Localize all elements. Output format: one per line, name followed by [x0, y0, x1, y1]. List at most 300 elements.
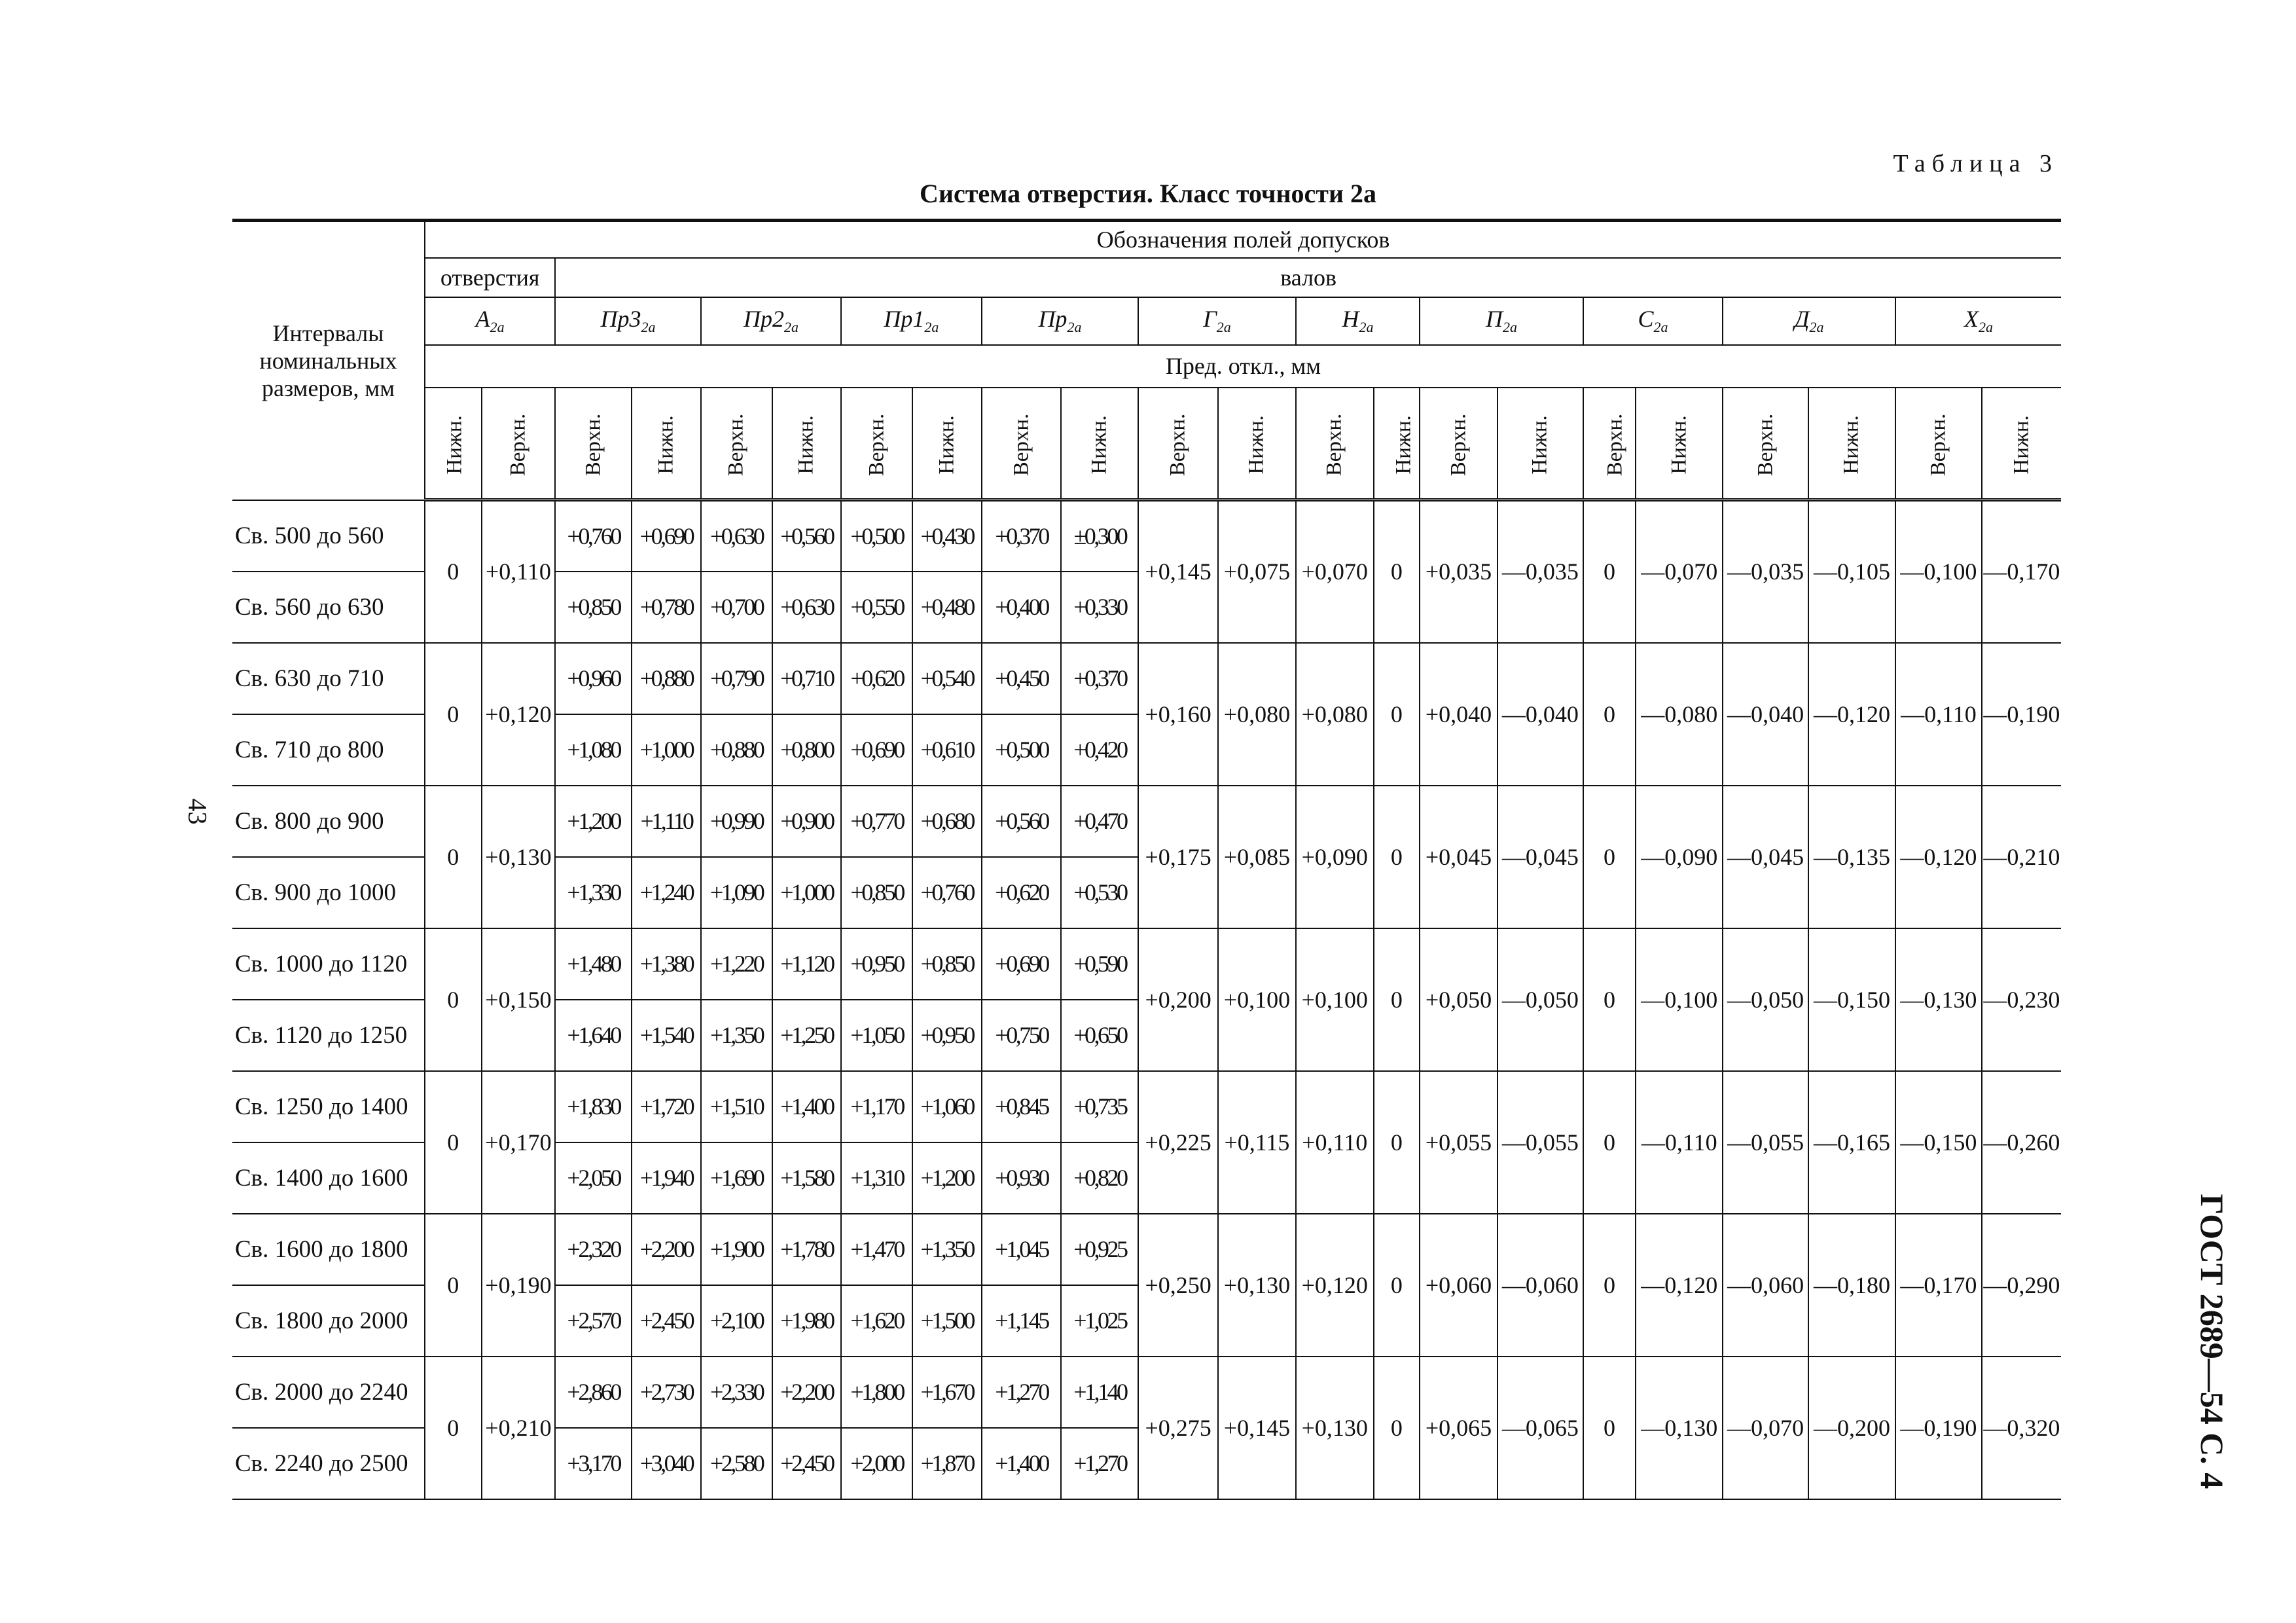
shaft-deviation-cell: —0,180 — [1808, 1214, 1895, 1357]
shaft-deviation-cell: +1,000 — [632, 714, 701, 786]
deviation-type-header — [772, 388, 842, 500]
field-symbol — [982, 297, 1139, 345]
shaft-deviation-cell: —0,070 — [1636, 500, 1723, 643]
shaft-deviation-cell: +0,145 — [1218, 1357, 1296, 1499]
shaft-deviation-cell: +2,570 — [555, 1285, 632, 1357]
shaft-deviation-cell: +0,540 — [912, 643, 982, 714]
shaft-deviation-cell: +0,710 — [772, 643, 842, 714]
shaft-deviation-cell: +0,770 — [841, 786, 912, 857]
deviation-type-label: Верхн. — [1926, 413, 1950, 477]
shaft-deviation-cell: +0,560 — [982, 786, 1062, 857]
hole-deviation-cell: +0,130 — [482, 786, 556, 928]
shaft-deviation-cell: +1,480 — [555, 928, 632, 1000]
size-interval: Св. 1250 до 1400 — [232, 1071, 425, 1142]
shaft-deviation-cell: —0,120 — [1636, 1214, 1723, 1357]
shaft-deviation-cell: +0,420 — [1061, 714, 1138, 786]
shaft-deviation-cell: +0,880 — [701, 714, 772, 786]
deviation-type-header — [1138, 388, 1218, 500]
shaft-deviation-cell: +0,430 — [912, 500, 982, 572]
shaft-deviation-cell: +0,780 — [632, 572, 701, 643]
shaft-deviation-cell: +0,690 — [632, 500, 701, 572]
field-symbol — [1895, 297, 2061, 345]
shaft-deviation-cell: —0,150 — [1808, 928, 1895, 1071]
shaft-deviation-cell: +1,690 — [701, 1142, 772, 1214]
shaft-deviation-cell: +0,800 — [772, 714, 842, 786]
hole-deviation-cell: +0,110 — [482, 500, 556, 643]
field-symbol — [701, 297, 841, 345]
hole-deviation-cell: +0,120 — [482, 643, 556, 786]
shaft-deviation-cell: —0,045 — [1498, 786, 1583, 928]
field-symbol — [1583, 297, 1723, 345]
shaft-deviation-cell: 0 — [1583, 1214, 1636, 1357]
shaft-deviation-cell: +1,250 — [772, 1000, 842, 1071]
shaft-deviation-cell: —0,055 — [1498, 1071, 1583, 1214]
shaft-deviation-cell: —0,165 — [1808, 1071, 1895, 1214]
shaft-deviation-cell: +2,320 — [555, 1214, 632, 1285]
shaft-deviation-cell: +0,070 — [1296, 500, 1374, 643]
field-symbol-base: Г — [1203, 306, 1217, 333]
shaft-deviation-cell: +0,850 — [555, 572, 632, 643]
shaft-deviation-cell: +0,560 — [772, 500, 842, 572]
hole-deviation-cell: 0 — [425, 1214, 482, 1357]
deviation-type-label: Нижн. — [794, 415, 818, 475]
deviation-type-label: Нижн. — [1667, 415, 1691, 475]
shaft-deviation-cell: +0,630 — [701, 500, 772, 572]
shaft-deviation-cell: —0,050 — [1723, 928, 1808, 1071]
shaft-deviation-cell: +0,925 — [1061, 1214, 1138, 1285]
deviation-type-header — [982, 388, 1062, 500]
holes-header: отверстия — [425, 258, 555, 297]
field-symbol-base: Н — [1342, 306, 1359, 333]
shaft-deviation-cell: —0,100 — [1636, 928, 1723, 1071]
shaft-deviation-cell: +0,050 — [1420, 928, 1498, 1071]
document-code: ГОСТ 2689—54 С. 4 — [2194, 1194, 2231, 1489]
shaft-deviation-cell: +0,160 — [1138, 643, 1218, 786]
table-row — [232, 500, 2061, 572]
shaft-deviation-cell: +0,200 — [1138, 928, 1218, 1071]
shaft-deviation-cell: +0,850 — [912, 928, 982, 1000]
shaft-deviation-cell: +0,690 — [841, 714, 912, 786]
shaft-deviation-cell: +0,075 — [1218, 500, 1296, 643]
deviation-type-label: Верхн. — [724, 413, 748, 477]
shaft-deviation-cell: +1,240 — [632, 857, 701, 928]
deviation-type-header — [482, 388, 556, 500]
deviation-type-header — [1498, 388, 1583, 500]
shaft-deviation-cell: +1,120 — [772, 928, 842, 1000]
field-symbol-subscript: 2а — [1359, 319, 1374, 336]
shaft-deviation-cell: +1,620 — [841, 1285, 912, 1357]
shaft-deviation-cell: +1,050 — [841, 1000, 912, 1071]
shaft-deviation-cell: +1,270 — [1061, 1428, 1138, 1499]
size-interval: Св. 800 до 900 — [232, 786, 425, 857]
deviation-type-label: Нижн. — [935, 415, 959, 475]
deviation-type-header — [425, 388, 482, 500]
deviation-type-label: Нижн. — [442, 415, 467, 475]
field-symbol-base: С — [1638, 306, 1654, 333]
field-symbol-base: Пр3 — [600, 306, 641, 333]
shaft-deviation-cell: +0,090 — [1296, 786, 1374, 928]
shaft-deviation-cell: +0,620 — [982, 857, 1062, 928]
hole-deviation-cell: +0,210 — [482, 1357, 556, 1499]
size-interval: Св. 560 до 630 — [232, 572, 425, 643]
hole-deviation-cell: 0 — [425, 500, 482, 643]
shaft-deviation-cell: +2,860 — [555, 1357, 632, 1428]
shaft-deviation-cell: —0,200 — [1808, 1357, 1895, 1499]
table-number-label: Таблица 3 — [1893, 150, 2058, 177]
shaft-deviation-cell: +1,330 — [555, 857, 632, 928]
shaft-deviation-cell: 0 — [1374, 1071, 1420, 1214]
deviation-type-header — [1296, 388, 1374, 500]
shaft-deviation-cell: —0,040 — [1723, 643, 1808, 786]
shaft-deviation-cell: +0,950 — [841, 928, 912, 1000]
shaft-deviation-cell: —0,065 — [1498, 1357, 1583, 1499]
shaft-deviation-cell: +0,060 — [1420, 1214, 1498, 1357]
deviation-type-header — [555, 388, 632, 500]
deviation-type-label: Нижн. — [1391, 415, 1416, 475]
size-interval: Св. 630 до 710 — [232, 643, 425, 714]
shaft-deviation-cell: +1,940 — [632, 1142, 701, 1214]
shaft-deviation-cell: +0,370 — [1061, 643, 1138, 714]
shaft-deviation-cell: +0,630 — [772, 572, 842, 643]
table-row — [232, 928, 2061, 1000]
shaft-deviation-cell: —0,045 — [1723, 786, 1808, 928]
shaft-deviation-cell: +0,035 — [1420, 500, 1498, 643]
table-row — [232, 786, 2061, 857]
deviation-type-header — [1374, 388, 1420, 500]
shaft-deviation-cell: +0,960 — [555, 643, 632, 714]
size-interval: Св. 2000 до 2240 — [232, 1357, 425, 1428]
shaft-deviation-cell: —0,230 — [1982, 928, 2061, 1071]
shaft-deviation-cell: +1,000 — [772, 857, 842, 928]
table-row — [232, 643, 2061, 714]
hole-deviation-cell: 0 — [425, 786, 482, 928]
shaft-deviation-cell: +0,790 — [701, 643, 772, 714]
shaft-deviation-cell: +1,780 — [772, 1214, 842, 1285]
size-interval: Св. 1120 до 1250 — [232, 1000, 425, 1071]
field-symbol-base: Пр1 — [884, 306, 925, 333]
shaft-deviation-cell: +0,145 — [1138, 500, 1218, 643]
shaft-deviation-cell: +1,380 — [632, 928, 701, 1000]
table-row — [232, 1214, 2061, 1285]
shaft-deviation-cell: ±0,300 — [1061, 500, 1138, 572]
shaft-deviation-cell: +2,050 — [555, 1142, 632, 1214]
deviation-type-header — [1061, 388, 1138, 500]
shaft-deviation-cell: +1,170 — [841, 1071, 912, 1142]
deviation-type-label: Верхн. — [506, 413, 530, 477]
shaft-deviation-cell: +0,950 — [912, 1000, 982, 1071]
shaft-deviation-cell: +0,100 — [1218, 928, 1296, 1071]
shaft-deviation-cell: 0 — [1583, 643, 1636, 786]
shaft-deviation-cell: +1,640 — [555, 1000, 632, 1071]
shaft-deviation-cell: +0,990 — [701, 786, 772, 857]
shaft-deviation-cell: +0,750 — [982, 1000, 1062, 1071]
deviation-type-header — [841, 388, 912, 500]
shaft-deviation-cell: —0,110 — [1895, 643, 1982, 786]
shaft-deviation-cell: +1,025 — [1061, 1285, 1138, 1357]
deviation-type-header — [701, 388, 772, 500]
shaft-deviation-cell: —0,105 — [1808, 500, 1895, 643]
table-row — [232, 1071, 2061, 1142]
shaft-deviation-cell: +0,590 — [1061, 928, 1138, 1000]
field-symbol-subscript: 2а — [784, 319, 798, 336]
shaft-deviation-cell: —0,130 — [1895, 928, 1982, 1071]
shaft-deviation-cell: +0,080 — [1218, 643, 1296, 786]
shaft-deviation-cell: +1,720 — [632, 1071, 701, 1142]
tolerance-table — [232, 219, 2061, 1500]
field-symbol-subscript: 2а — [1502, 319, 1517, 336]
shaft-deviation-cell: +0,700 — [701, 572, 772, 643]
shaft-deviation-cell: —0,190 — [1982, 643, 2061, 786]
shaft-deviation-cell: +1,145 — [982, 1285, 1062, 1357]
deviation-type-label: Верхн. — [1753, 413, 1778, 477]
shaft-deviation-cell: +1,200 — [912, 1142, 982, 1214]
shaft-deviation-cell: +0,850 — [841, 857, 912, 928]
field-symbol — [1723, 297, 1895, 345]
shaft-deviation-cell: +0,530 — [1061, 857, 1138, 928]
shaft-deviation-cell: +2,450 — [772, 1428, 842, 1499]
shaft-deviation-cell: +0,760 — [555, 500, 632, 572]
table-title: Система отверстия. Класс точности 2а — [920, 179, 1376, 208]
shaft-deviation-cell: +0,085 — [1218, 786, 1296, 928]
shaft-deviation-cell: —0,040 — [1498, 643, 1583, 786]
shaft-deviation-cell: 0 — [1583, 928, 1636, 1071]
deviation-type-label: Верхн. — [1322, 413, 1346, 477]
shaft-deviation-cell: —0,080 — [1636, 643, 1723, 786]
shaft-deviation-cell: +1,500 — [912, 1285, 982, 1357]
shaft-deviation-cell: +0,100 — [1296, 928, 1374, 1071]
shaft-deviation-cell: +1,140 — [1061, 1357, 1138, 1428]
field-symbol — [1296, 297, 1420, 345]
field-symbol — [555, 297, 700, 345]
shaft-deviation-cell: +0,610 — [912, 714, 982, 786]
size-interval: Св. 1600 до 1800 — [232, 1214, 425, 1285]
shaft-deviation-cell: +0,900 — [772, 786, 842, 857]
shaft-deviation-cell: —0,135 — [1808, 786, 1895, 928]
tolerance-fields-header: Обозначения полей допусков — [425, 221, 2061, 258]
shaft-deviation-cell: 0 — [1374, 786, 1420, 928]
shaft-deviation-cell: —0,100 — [1895, 500, 1982, 643]
shaft-deviation-cell: 0 — [1374, 1214, 1420, 1357]
shaft-deviation-cell: —0,055 — [1723, 1071, 1808, 1214]
field-symbol-subscript: 2а — [1978, 319, 1993, 336]
field-symbol-base: П — [1485, 306, 1503, 333]
deviation-type-header — [1583, 388, 1636, 500]
shaft-deviation-cell: +2,580 — [701, 1428, 772, 1499]
shaft-deviation-cell: +1,540 — [632, 1000, 701, 1071]
deviation-type-header — [1808, 388, 1895, 500]
field-symbol-subscript: 2а — [1067, 319, 1082, 336]
deviation-type-header — [1636, 388, 1723, 500]
shaft-deviation-cell: +1,400 — [982, 1428, 1062, 1499]
shaft-deviation-cell: —0,260 — [1982, 1071, 2061, 1214]
shaft-deviation-cell: +2,200 — [772, 1357, 842, 1428]
shaft-deviation-cell: +0,680 — [912, 786, 982, 857]
shaft-deviation-cell: +2,330 — [701, 1357, 772, 1428]
shaft-deviation-cell: +1,270 — [982, 1357, 1062, 1428]
shafts-header: валов — [555, 258, 2061, 297]
shaft-deviation-cell: +0,115 — [1218, 1071, 1296, 1214]
shaft-deviation-cell: +1,830 — [555, 1071, 632, 1142]
shaft-deviation-cell: +0,225 — [1138, 1071, 1218, 1214]
shaft-deviation-cell: 0 — [1583, 1071, 1636, 1214]
shaft-deviation-cell: 0 — [1583, 786, 1636, 928]
page-number: 43 — [183, 798, 213, 825]
shaft-deviation-cell: —0,060 — [1498, 1214, 1583, 1357]
shaft-deviation-cell: +1,400 — [772, 1071, 842, 1142]
shaft-deviation-cell: +0,735 — [1061, 1071, 1138, 1142]
shaft-deviation-cell: +0,470 — [1061, 786, 1138, 857]
field-symbol — [841, 297, 981, 345]
field-symbol-subscript: 2а — [924, 319, 939, 336]
shaft-deviation-cell: 0 — [1374, 643, 1420, 786]
shaft-deviation-cell: +1,200 — [555, 786, 632, 857]
deviation-type-label: Верхн. — [1446, 413, 1471, 477]
table-row — [232, 1357, 2061, 1428]
shaft-deviation-cell: —0,170 — [1895, 1214, 1982, 1357]
deviation-type-label: Нижн. — [1528, 415, 1552, 475]
deviation-type-label: Верхн. — [1166, 413, 1190, 477]
deviation-type-header — [632, 388, 701, 500]
shaft-deviation-cell: +0,760 — [912, 857, 982, 928]
field-symbol-subscript: 2а — [1216, 319, 1231, 336]
size-interval: Св. 1800 до 2000 — [232, 1285, 425, 1357]
shaft-deviation-cell: +0,110 — [1296, 1071, 1374, 1214]
field-symbol — [1138, 297, 1296, 345]
shaft-deviation-cell: +0,690 — [982, 928, 1062, 1000]
field-symbol-base: Пр2 — [744, 306, 784, 333]
shaft-deviation-cell: +0,550 — [841, 572, 912, 643]
hole-deviation-cell: +0,170 — [482, 1071, 556, 1214]
deviation-type-label: Нижн. — [2009, 415, 2034, 475]
size-interval: Св. 710 до 800 — [232, 714, 425, 786]
shaft-deviation-cell: +1,800 — [841, 1357, 912, 1428]
shaft-deviation-cell: +1,870 — [912, 1428, 982, 1499]
field-symbol-subscript: 2а — [641, 319, 656, 336]
size-interval: Св. 900 до 1000 — [232, 857, 425, 928]
shaft-deviation-cell: +1,670 — [912, 1357, 982, 1428]
shaft-deviation-cell: 0 — [1374, 1357, 1420, 1499]
shaft-deviation-cell: +2,730 — [632, 1357, 701, 1428]
shaft-deviation-cell: +0,930 — [982, 1142, 1062, 1214]
field-symbol — [1420, 297, 1583, 345]
shaft-deviation-cell: +0,250 — [1138, 1214, 1218, 1357]
hole-deviation-cell: +0,150 — [482, 928, 556, 1071]
shaft-deviation-cell: +1,090 — [701, 857, 772, 928]
shaft-deviation-cell: +0,620 — [841, 643, 912, 714]
size-interval: Св. 1000 до 1120 — [232, 928, 425, 1000]
deviation-type-label: Нижн. — [1087, 415, 1111, 475]
shaft-deviation-cell: +1,045 — [982, 1214, 1062, 1285]
shaft-deviation-cell: +0,130 — [1296, 1357, 1374, 1499]
shaft-deviation-cell: +0,845 — [982, 1071, 1062, 1142]
shaft-deviation-cell: —0,120 — [1895, 786, 1982, 928]
hole-deviation-cell: 0 — [425, 928, 482, 1071]
field-symbol-base: Д — [1794, 306, 1810, 333]
shaft-deviation-cell: +1,060 — [912, 1071, 982, 1142]
shaft-deviation-cell: +0,120 — [1296, 1214, 1374, 1357]
deviation-type-header — [1982, 388, 2061, 500]
deviation-type-label: Верхн. — [581, 413, 605, 477]
shaft-deviation-cell: +1,080 — [555, 714, 632, 786]
shaft-deviation-cell: 0 — [1374, 500, 1420, 643]
shaft-deviation-cell: —0,190 — [1895, 1357, 1982, 1499]
shaft-deviation-cell: +0,055 — [1420, 1071, 1498, 1214]
shaft-deviation-cell: +2,000 — [841, 1428, 912, 1499]
shaft-deviation-cell: —0,130 — [1636, 1357, 1723, 1499]
shaft-deviation-cell: +2,200 — [632, 1214, 701, 1285]
size-interval: Св. 1400 до 1600 — [232, 1142, 425, 1214]
deviation-type-label: Верхн. — [1603, 413, 1627, 477]
shaft-deviation-cell: —0,035 — [1723, 500, 1808, 643]
shaft-deviation-cell: +0,275 — [1138, 1357, 1218, 1499]
shaft-deviation-cell: —0,035 — [1498, 500, 1583, 643]
shaft-deviation-cell: +1,310 — [841, 1142, 912, 1214]
shaft-deviation-cell: +2,100 — [701, 1285, 772, 1357]
field-symbol-base: Пр — [1038, 306, 1067, 333]
shaft-deviation-cell: +1,220 — [701, 928, 772, 1000]
shaft-deviation-cell: —0,290 — [1982, 1214, 2061, 1357]
deviation-type-label: Верхн. — [1009, 413, 1033, 477]
size-interval: Св. 2240 до 2500 — [232, 1428, 425, 1499]
shaft-deviation-cell: +0,400 — [982, 572, 1062, 643]
shaft-deviation-cell: 0 — [1374, 928, 1420, 1071]
shaft-deviation-cell: +0,450 — [982, 643, 1062, 714]
field-symbol-base: А — [475, 306, 490, 333]
shaft-deviation-cell: +0,065 — [1420, 1357, 1498, 1499]
intervals-header: Интервалы номинальных размеров, мм — [232, 221, 425, 500]
shaft-deviation-cell: +3,170 — [555, 1428, 632, 1499]
shaft-deviation-cell: +0,500 — [982, 714, 1062, 786]
field-symbol-subscript: 2а — [490, 319, 505, 336]
deviation-type-header — [1218, 388, 1296, 500]
deviation-type-header — [1895, 388, 1982, 500]
shaft-deviation-cell: +1,350 — [701, 1000, 772, 1071]
shaft-deviation-cell: +0,500 — [841, 500, 912, 572]
hole-deviation-cell: +0,190 — [482, 1214, 556, 1357]
deviation-type-header — [912, 388, 982, 500]
shaft-deviation-cell: +1,510 — [701, 1071, 772, 1142]
shaft-deviation-cell: +0,480 — [912, 572, 982, 643]
shaft-deviation-cell: 0 — [1583, 500, 1636, 643]
deviation-type-label: Нижн. — [1244, 415, 1268, 475]
shaft-deviation-cell: +0,370 — [982, 500, 1062, 572]
shaft-deviation-cell: +1,980 — [772, 1285, 842, 1357]
deviation-type-label: Верхн. — [865, 413, 889, 477]
field-symbol-subscript: 2а — [1809, 319, 1824, 336]
shaft-deviation-cell: 0 — [1583, 1357, 1636, 1499]
shaft-deviation-cell: +2,450 — [632, 1285, 701, 1357]
deviation-type-header — [1723, 388, 1808, 500]
shaft-deviation-cell: —0,170 — [1982, 500, 2061, 643]
deviation-type-label: Нижн. — [1840, 415, 1864, 475]
shaft-deviation-cell: +0,175 — [1138, 786, 1218, 928]
shaft-deviation-cell: +1,580 — [772, 1142, 842, 1214]
field-symbol-base: Х — [1964, 306, 1979, 333]
shaft-deviation-cell: +0,045 — [1420, 786, 1498, 928]
shaft-deviation-cell: +0,650 — [1061, 1000, 1138, 1071]
hole-deviation-cell: 0 — [425, 1071, 482, 1214]
shaft-deviation-cell: +3,040 — [632, 1428, 701, 1499]
shaft-deviation-cell: —0,210 — [1982, 786, 2061, 928]
shaft-deviation-cell: —0,060 — [1723, 1214, 1808, 1357]
deviation-type-label: Нижн. — [654, 415, 678, 475]
hole-deviation-cell: 0 — [425, 1357, 482, 1499]
shaft-deviation-cell: —0,070 — [1723, 1357, 1808, 1499]
deviation-type-header — [1420, 388, 1498, 500]
size-interval: Св. 500 до 560 — [232, 500, 425, 572]
shaft-deviation-cell: +1,900 — [701, 1214, 772, 1285]
shaft-deviation-cell: —0,110 — [1636, 1071, 1723, 1214]
